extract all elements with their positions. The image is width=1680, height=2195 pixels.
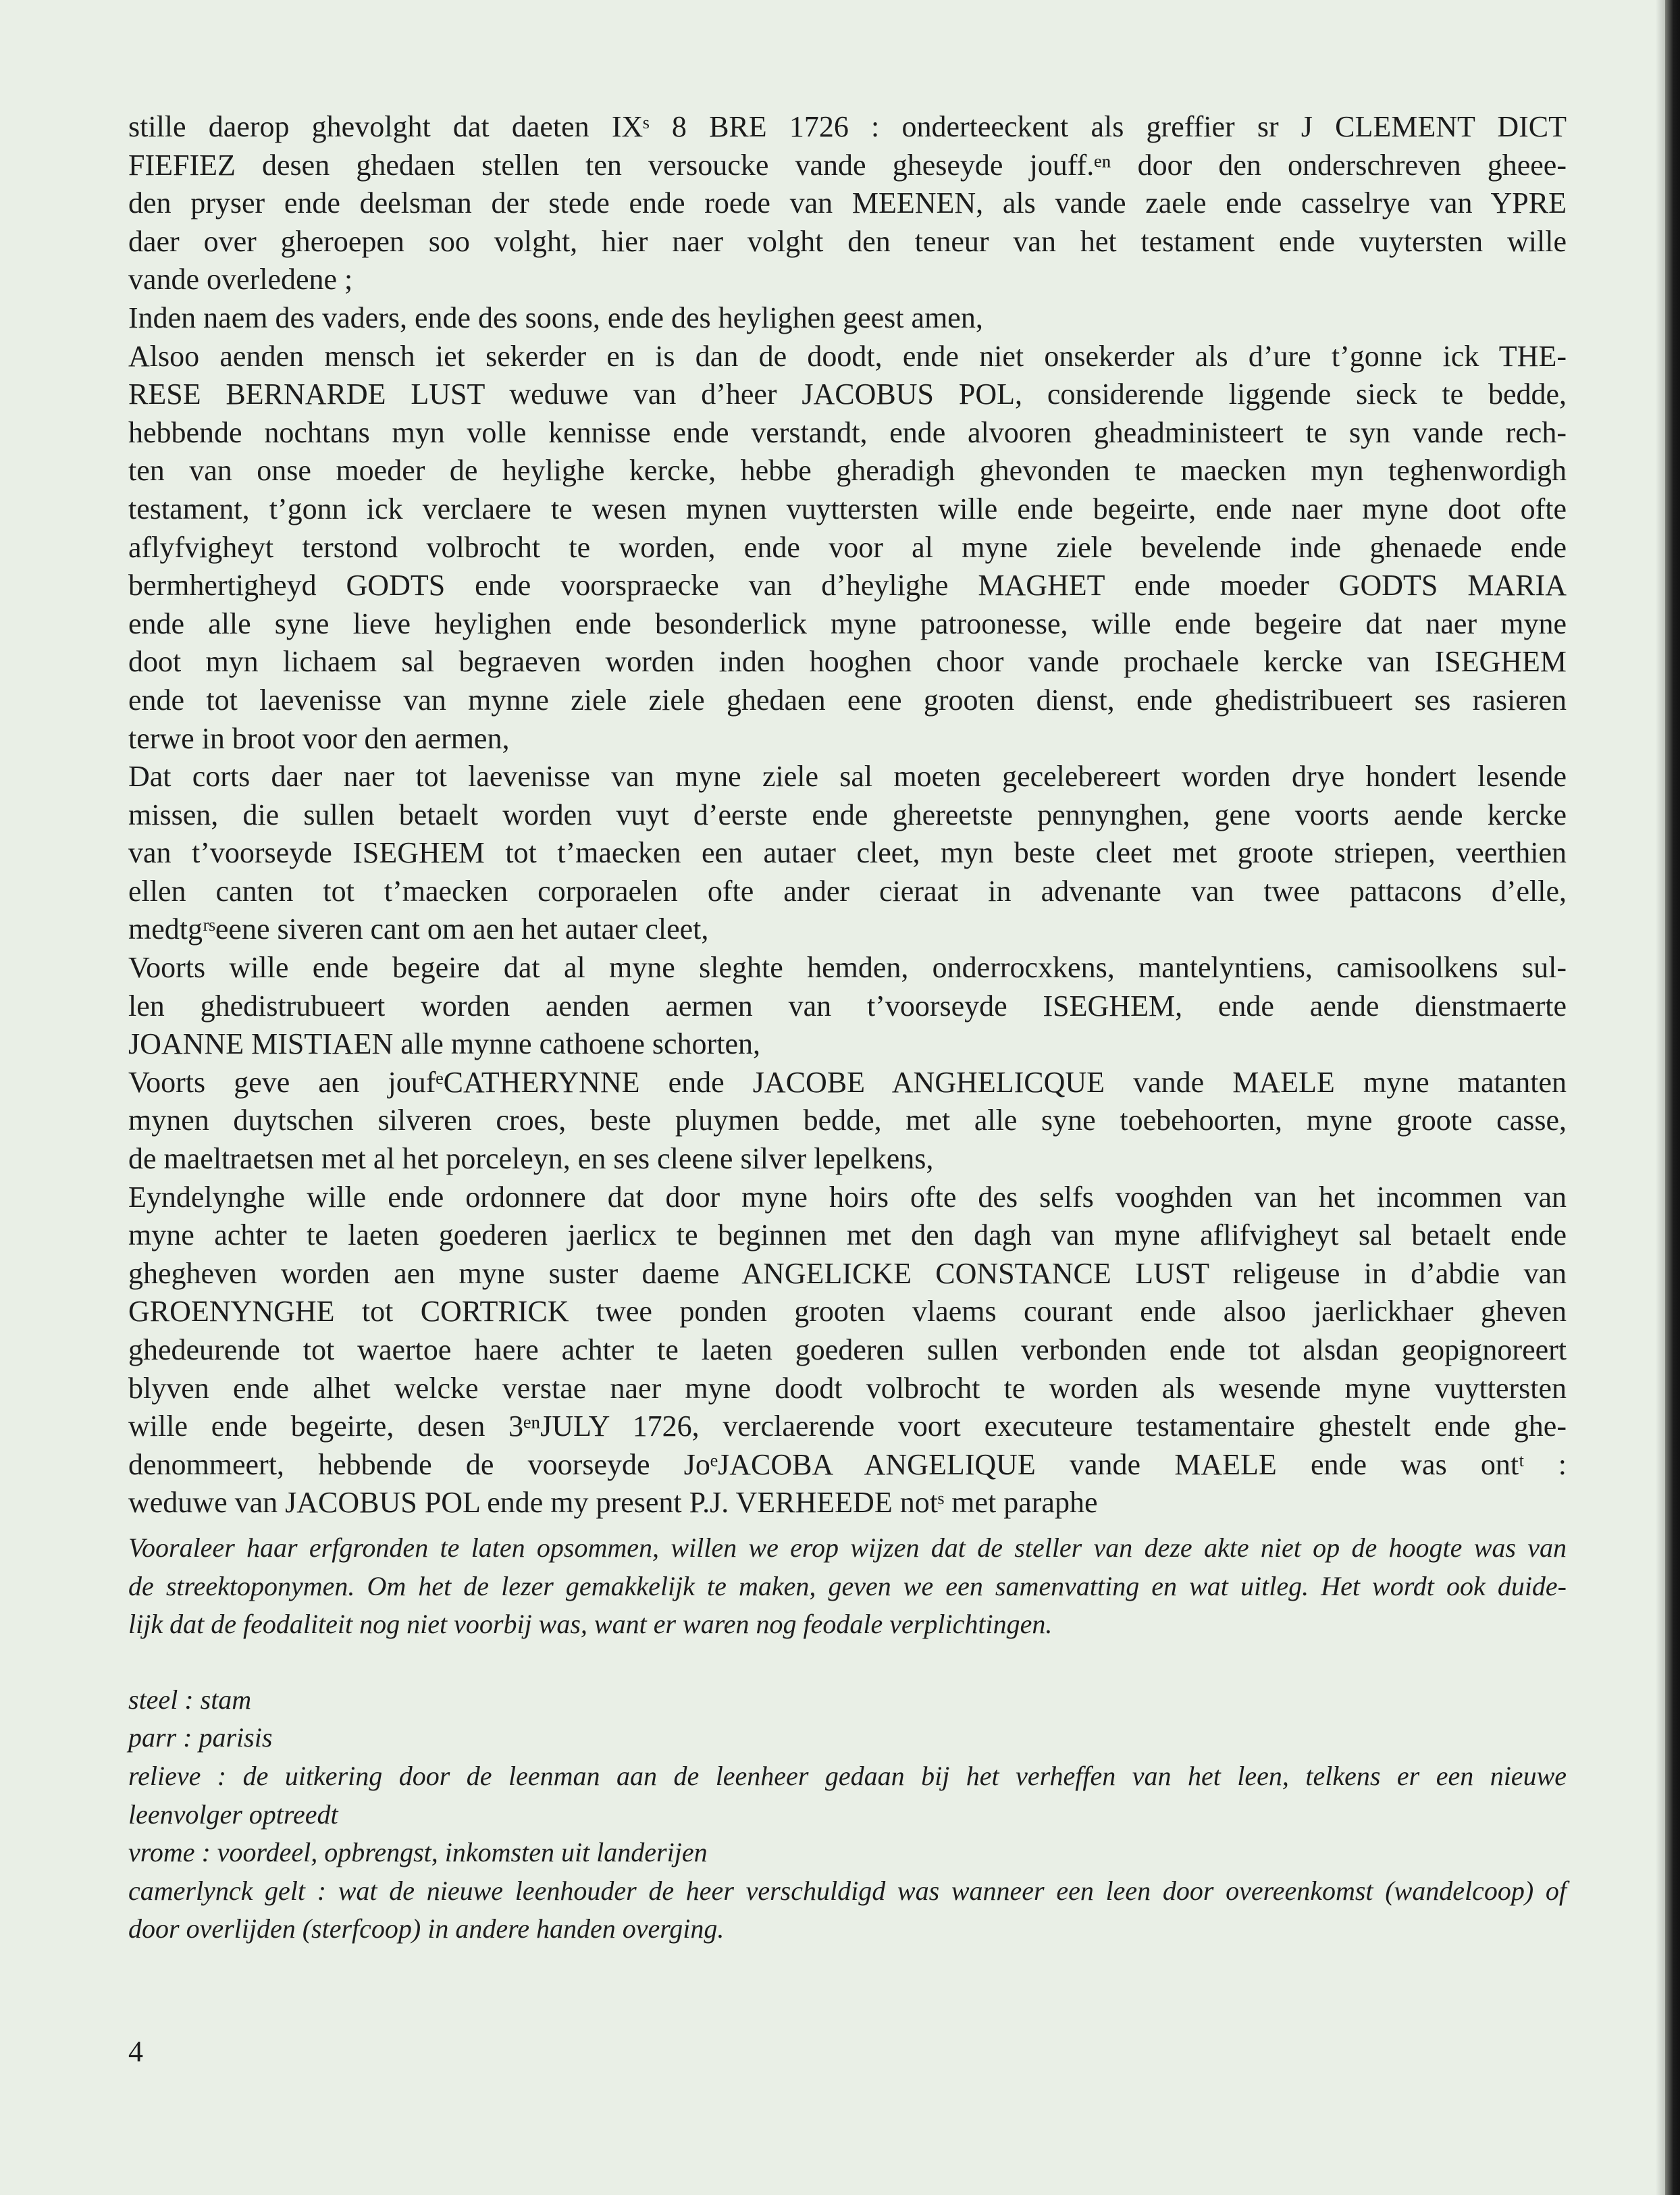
text-line: Inden naem des vaders, ende des soons, ende des heylighen geest amen, [128,301,983,334]
glossary-line: relieve : de uitkering door de leenman aan de leenheer gedaan bij het verheffen van het leen, telkens er een nieuwe [128,1760,1567,1791]
text-line: ende tot laevenisse van mynne ziele ziele ghedaen eene grooten dienst, ende ghedistribueert ses rasieren [128,683,1567,717]
text-line: myne achter te laeten goederen jaerlicx te beginnen met den dagh van myne aflifvigheyt sal betaelt ende [128,1218,1567,1252]
text-line: ellen canten tot t’maecken corporaelen ofte ander cieraat in advenante van twee pattacons d’elle, [128,874,1567,908]
glossary-line: vrome : voordeel, opbrengst, inkomsten uit landerijen [128,1837,708,1868]
text-line: missen, die sullen betaelt worden vuyt d’eerste ende ghereetste pennynghen, gene voorts aende kercke [128,798,1567,831]
commentary-line: lijk dat de feodaliteit nog niet voorbij was, want er waren nog feodale verplichtingen. [128,1609,1053,1640]
text-line: den pryser ende deelsman der stede ende roede van MEENEN, als vande zaele ende casselrye van YPRE [128,186,1567,220]
text-line: wille ende begeirte, desen 3ᵉⁿJULY 1726, verclaerende voort executeure testamentaire ghestelt ende ghe- [128,1410,1567,1443]
glossary-line: door overlijden (sterfcoop) in andere handen overging. [128,1913,725,1944]
text-line: ghegheven worden aen myne suster daeme ANGELICKE CONSTANCE LUST religeuse in d’abdie van [128,1256,1567,1290]
text-line: stille daerop ghevolght dat daeten IXˢ 8 BRE 1726 : onderteeckent als greffier sr J CLEMENT DICT [128,110,1567,143]
page-edge-shadow [1656,0,1665,2195]
page-number: 4 [128,2035,143,2068]
text-line: Voorts geve aen joufᵉCATHERYNNE ende JACOBE ANGHELICQUE vande MAELE myne matanten [128,1065,1567,1099]
text-line: GROENYNGHE tot CORTRICK twee ponden grooten vlaems courant ende alsoo jaerlickhaer gheven [128,1295,1567,1328]
text-line: JOANNE MISTIAEN alle mynne cathoene schorten, [128,1027,760,1061]
text-line: medtgʳˢeene siveren cant om aen het autaer cleet, [128,912,709,946]
text-line: weduwe van JACOBUS POL ende my present P.J. VERHEEDE notˢ met paraphe [128,1486,1098,1520]
glossary-line: steel : stam [128,1684,252,1715]
text-line: van t’voorseyde ISEGHEM tot t’maecken een autaer cleet, myn beste cleet met groote striepen, veerthien [128,836,1567,870]
glossary-line: leenvolger optreedt [128,1799,338,1830]
text-line: hebbende nochtans myn volle kennisse ende verstandt, ende alvooren gheadministeert te syn vande rech- [128,415,1567,449]
text-line: Voorts wille ende begeire dat al myne sleghte hemden, onderrocxkens, mantelyntiens, camisoolkens sul- [128,951,1567,985]
testament-transcription [128,108,1567,1522]
text-line: Dat corts daer naer tot laevenisse van myne ziele sal moeten gecelebereert worden drye hondert lesende [128,760,1567,794]
text-line: doot myn lichaem sal begraeven worden inden hooghen choor vande prochaele kercke van ISEGHEM [128,645,1567,679]
text-line: mynen duytschen silveren croes, beste pluymen bedde, met alle syne toebehoorten, myne groote casse, [128,1104,1567,1137]
document-body [128,108,1567,1948]
section-gap [128,1644,1567,1681]
text-line: terwe in broot voor den aermen, [128,721,510,755]
glossary-line: parr : parisis [128,1722,273,1753]
text-line: denommeert, hebbende de voorseyde JoᵉJACOBA ANGELIQUE vande MAELE ende was ontᵗ : [128,1447,1567,1481]
commentary-paragraph [128,1529,1567,1644]
text-line: FIEFIEZ desen ghedaen stellen ten versoucke vande gheseyde jouff.ᵉⁿ door den onderschreven gheee- [128,148,1567,182]
commentary-line: de streektoponymen. Om het de lezer gemakkelijk te maken, geven we een samenvatting en wat uitleg. Het wordt ook duide- [128,1570,1567,1601]
text-line: bermhertigheyd GODTS ende voorspraecke van d’heylighe MAGHET ende moeder GODTS MARIA [128,569,1567,602]
text-line: blyven ende alhet welcke verstae naer myne doodt volbrocht te worden als wesende myne vuyttersten [128,1371,1567,1405]
text-line: ghedeurende tot waertoe haere achter te laeten goederen sullen verbonden ende tot alsdan geopignoreert [128,1333,1567,1366]
page-edge [1665,0,1680,2195]
glossary-line: camerlynck gelt : wat de nieuwe leenhouder de heer verschuldigd was wanneer een leen door overeenkomst (wandelcoop) of [128,1875,1567,1906]
text-line: daer over gheroepen soo volght, hier naer volght den teneur van het testament ende vuytersten wille [128,224,1567,258]
glossary-list [128,1681,1567,1948]
text-line: aflyfvigheyt terstond volbrocht te worden, ende voor al myne ziele bevelende inde ghenaede ende [128,530,1567,564]
text-line: Eyndelynghe wille ende ordonnere dat door myne hoirs ofte des selfs vooghden van het incommen van [128,1180,1567,1214]
commentary-line: Vooraleer haar erfgronden te laten opsommen, willen we erop wijzen dat de steller van deze akte niet op de hoogte was van [128,1532,1567,1563]
text-line: testament, t’gonn ick verclaere te wesen mynen vuyttersten wille ende begeirte, ende naer myne doot ofte [128,492,1567,525]
commentary-section [128,1529,1567,1948]
text-line: len ghedistrubueert worden aenden aermen van t’voorseyde ISEGHEM, ende aende dienstmaerte [128,989,1567,1023]
text-line: vande overledene ; [128,263,353,296]
text-line: RESE BERNARDE LUST weduwe van d’heer JACOBUS POL, considerende liggende sieck te bedde, [128,378,1567,411]
text-line: ende alle syne lieve heylighen ende besonderlick myne patroonesse, wille ende begeire dat naer myne [128,606,1567,640]
text-line: Alsoo aenden mensch iet sekerder en is dan de doodt, ende niet onsekerder als d’ure t’gonne ick THE- [128,339,1567,373]
text-line: ten van onse moeder de heylighe kercke, hebbe gheradigh ghevonden te maecken myn teghenwordigh [128,454,1567,488]
text-line: de maeltraetsen met al het porceleyn, en ses cleene silver lepelkens, [128,1142,934,1176]
